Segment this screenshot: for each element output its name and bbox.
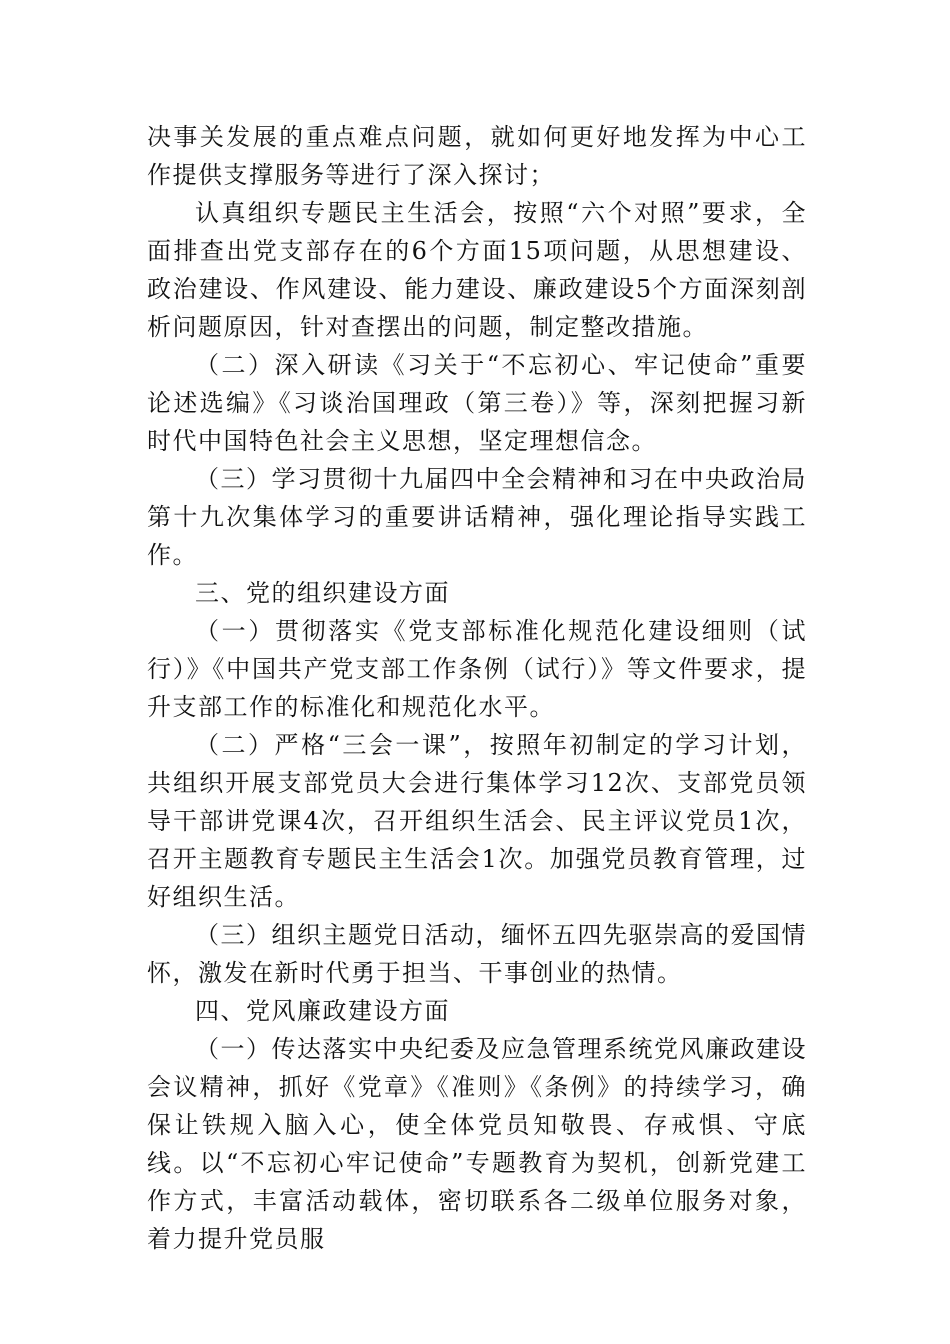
paragraph-three-meetings: （二）严格“三会一课”，按照年初制定的学习计划，共组织开展支部党员大会进行集体学习12次、支部党员领导干部讲党课4次，召开组织生活会、民主评议党员1次，召开主题教育专题民主生活会1次。加强党员教育管理，过好组织生活。 (147, 731, 807, 911)
document-body (147, 118, 807, 1258)
paragraph-discipline: （一）传达落实中央纪委及应急管理系统党风廉政建设会议精神，抓好《党章》《准则》《条例》的持续学习，确保让铁规入脑入心，使全体党员知敬畏、存戒惧、守底线。以“不忘初心牢记使命”专题教育为契机，创新党建工作方式，丰富活动载体，密切联系各二级单位服务对象，着力提升党员服 (147, 1035, 807, 1253)
paragraph-study-reading: （二）深入研读《习关于“不忘初心、牢记使命”重要论述选编》《习谈治国理政（第三卷）》等，深刻把握习新时代中国特色社会主义思想，坚定理想信念。 (147, 351, 807, 455)
paragraph-standardization: （一）贯彻落实《党支部标准化规范化建设细则（试行）》《中国共产党支部工作条例（试行）》等文件要求，提升支部工作的标准化和规范化水平。 (147, 617, 807, 721)
section-heading-integrity: 四、党风廉政建设方面 (195, 997, 450, 1025)
section-heading-organization: 三、党的组织建设方面 (195, 579, 450, 607)
paragraph-plenary-study: （三）学习贯彻十九届四中全会精神和习在中央政治局第十九次集体学习的重要讲话精神，强化理论指导实践工作。 (147, 465, 807, 569)
paragraph-party-day: （三）组织主题党日活动，缅怀五四先驱崇高的爱国情怀，激发在新时代勇于担当、干事创业的热情。 (147, 921, 807, 987)
paragraph-continuation: 决事关发展的重点难点问题，就如何更好地发挥为中心工作提供支撑服务等进行了深入探讨； (147, 123, 807, 189)
paragraph-democratic-life-meeting: 认真组织专题民主生活会，按照“六个对照”要求，全面排查出党支部存在的6个方面15项问题，从思想建设、政治建设、作风建设、能力建设、廉政建设5个方面深刻剖析问题原因，针对查摆出的问题，制定整改措施。 (147, 199, 807, 341)
